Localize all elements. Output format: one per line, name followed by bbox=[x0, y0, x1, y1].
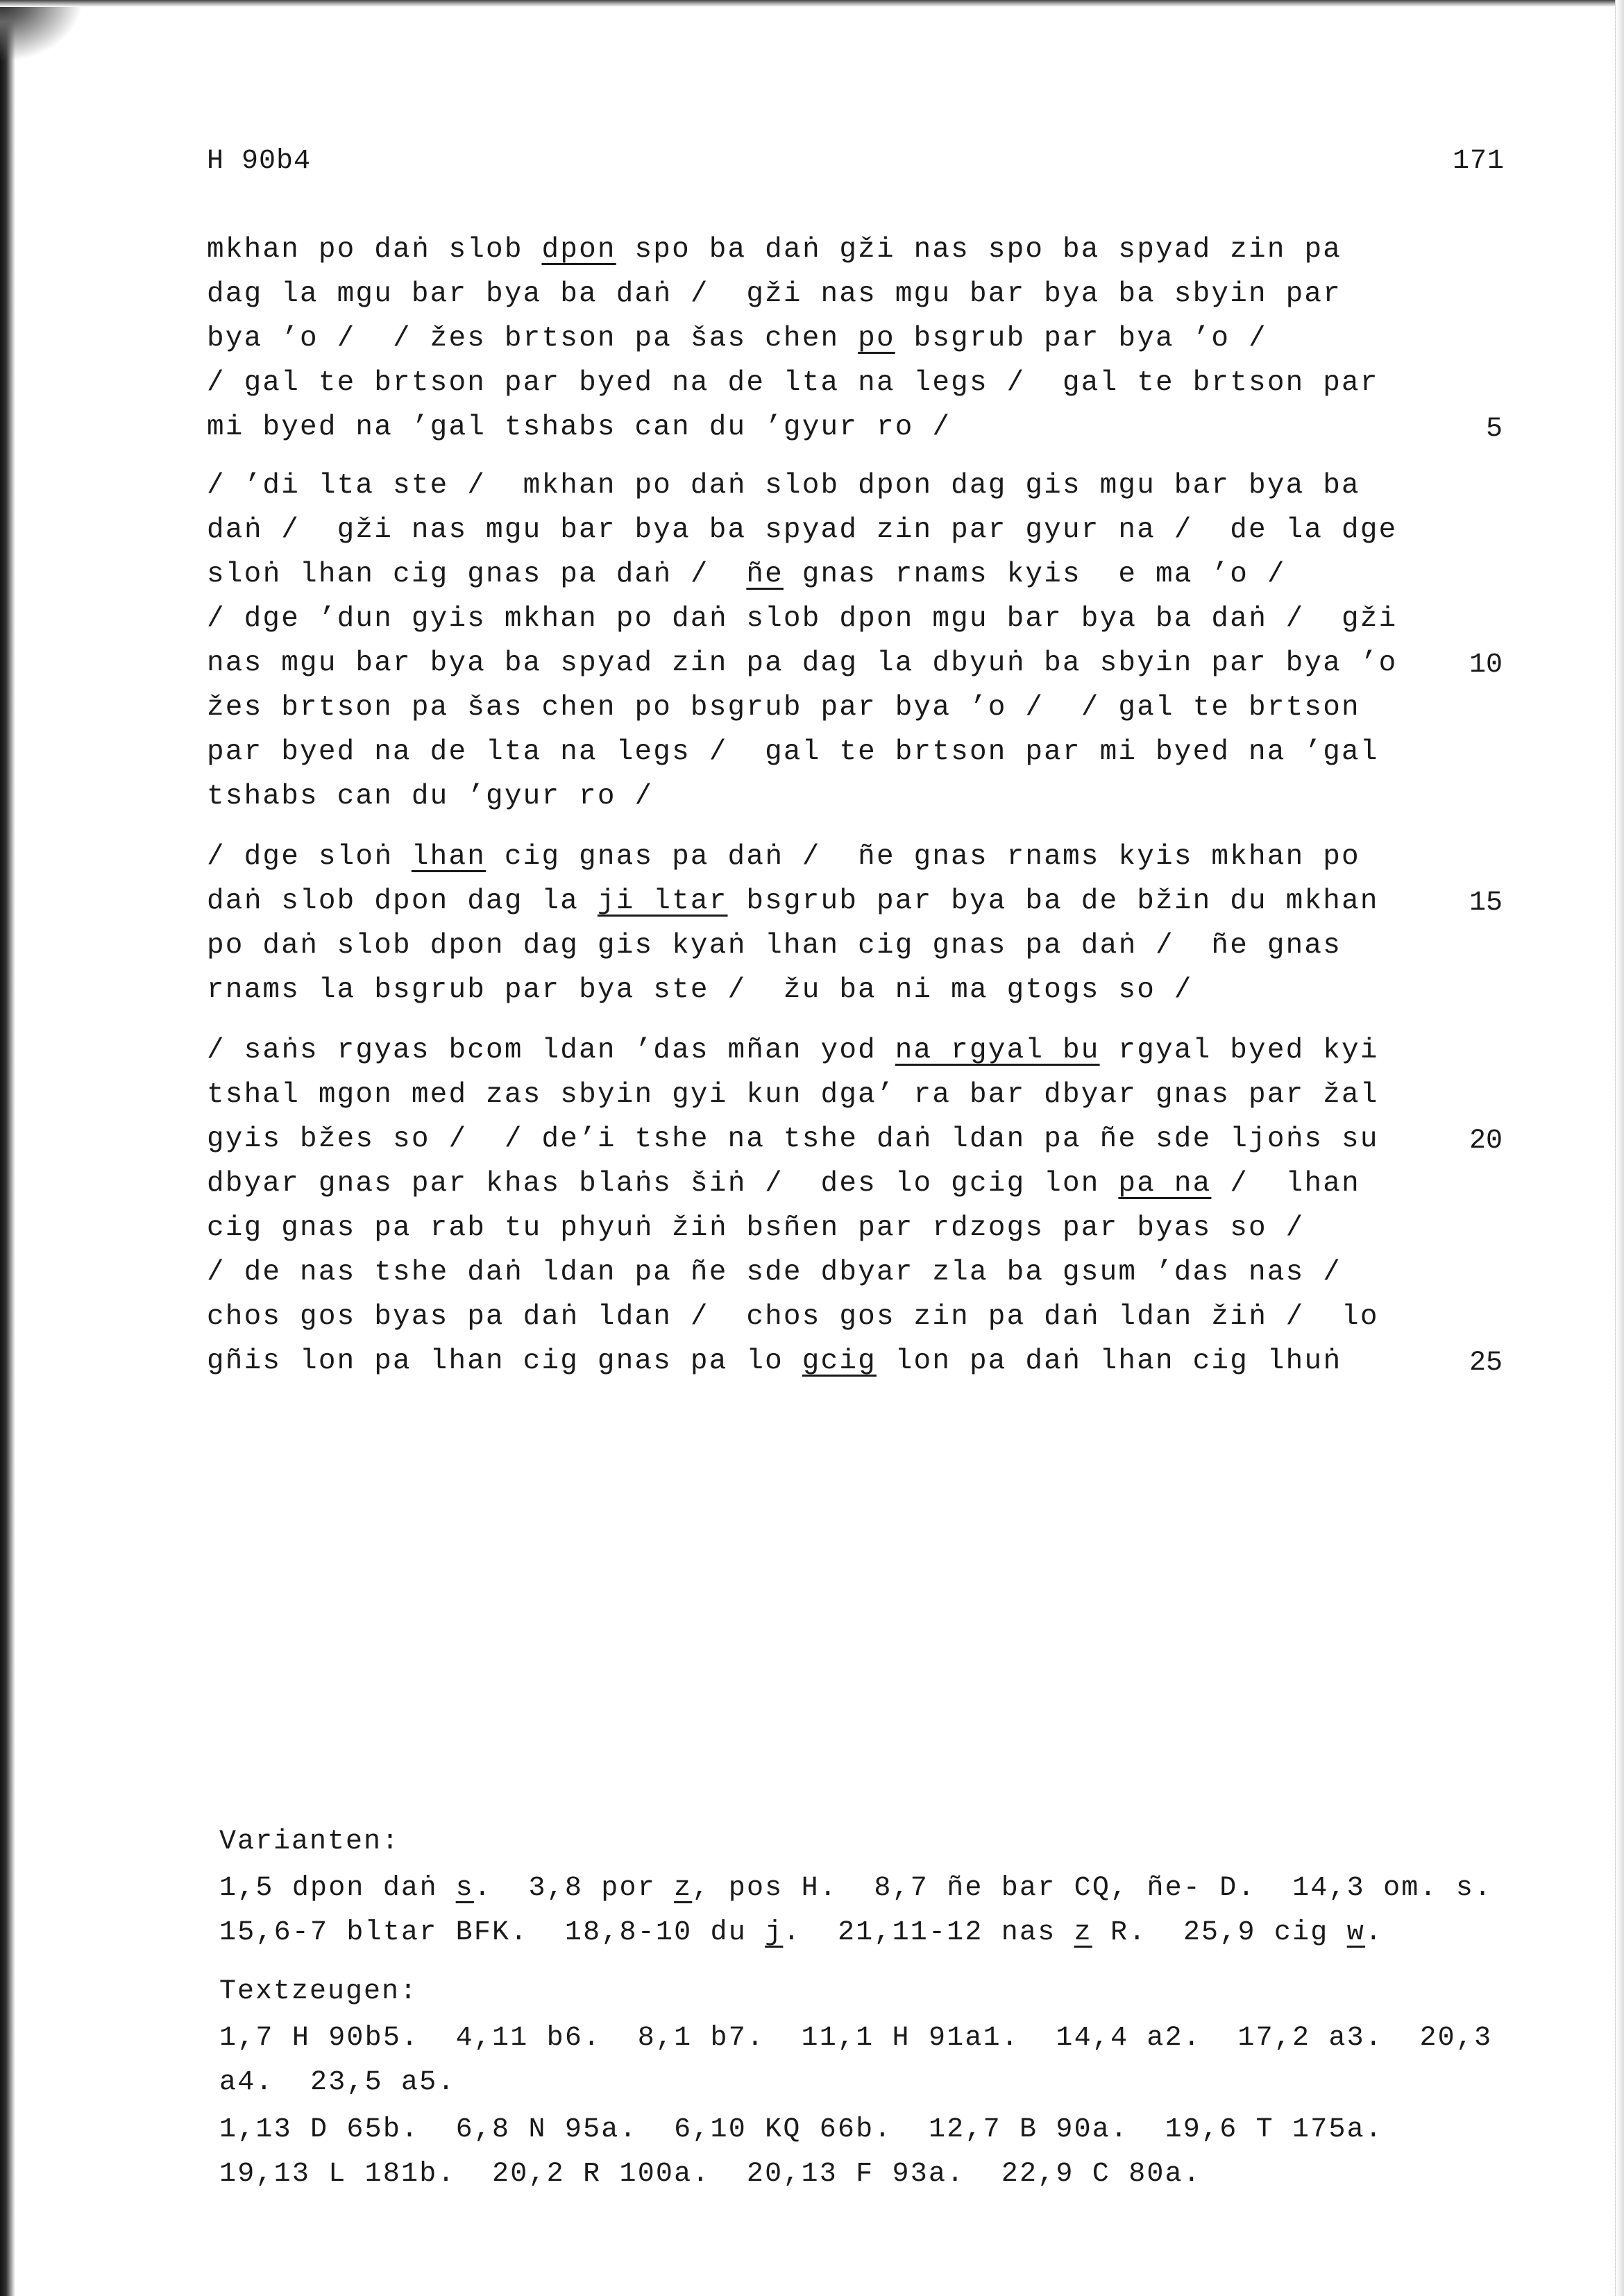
text-line bbox=[207, 1170, 1360, 1198]
page-number: 171 bbox=[1452, 146, 1505, 177]
text-segment: / dge ’dun gyis mkhan po daṅ slob dpon mgu bar bya ba daṅ / gži bbox=[207, 603, 1398, 635]
text-line bbox=[207, 516, 1397, 545]
variant-line bbox=[219, 1875, 1492, 1903]
underlined-word: gcig bbox=[802, 1345, 877, 1377]
text-line bbox=[207, 236, 1342, 264]
text-segment: bsgrub par bya ba de bžin du mkhan bbox=[727, 885, 1379, 917]
text-segment: spo ba daṅ gži nas spo ba spyad zin pa bbox=[616, 234, 1342, 266]
text-segment: chos gos byas pa daṅ ldan / chos gos zin pa daṅ ldan žiṅ / lo bbox=[207, 1301, 1379, 1333]
text-segment: žes brtson pa šas chen po bsgrub par bya ’o / / gal te brtson bbox=[207, 692, 1360, 724]
variant-text: , pos H. 8,7 ñe bar CQ, ñe- D. 14,3 om. s. bbox=[692, 1873, 1493, 1904]
underlined-word: ji ltar bbox=[597, 885, 728, 917]
line-number: 20 bbox=[1469, 1125, 1503, 1157]
text-line bbox=[207, 561, 1286, 589]
text-segment: bya ’o / / žes brtson pa šas chen bbox=[207, 323, 858, 355]
variant-line bbox=[219, 1919, 1383, 1947]
text-segment: / lhan bbox=[1211, 1168, 1360, 1200]
text-segment: par byed na de lta na legs / gal te brtson par mi byed na ’gal bbox=[207, 736, 1379, 768]
text-line bbox=[207, 1347, 1342, 1376]
siglum-underlined: s bbox=[455, 1873, 474, 1904]
text-line bbox=[207, 605, 1397, 633]
text-line bbox=[207, 1125, 1379, 1154]
text-segment: cig gnas pa daṅ / ñe gnas rnams kyis mkhan po bbox=[486, 841, 1360, 873]
line-number: 5 bbox=[1485, 414, 1503, 445]
text-segment: daṅ / gži nas mgu bar bya ba spyad zin par gyur na / de la dge bbox=[207, 514, 1398, 546]
text-segment: / gal te brtson par byed na de lta na legs / gal te brtson par bbox=[207, 367, 1379, 399]
witness-line: 19,13 L 181b. 20,2 R 100a. 20,13 F 93a. 22,9 C 80a. bbox=[219, 2159, 1202, 2190]
text-segment: lon pa daṅ lhan cig lhuṅ bbox=[876, 1345, 1342, 1377]
line-number: 10 bbox=[1469, 649, 1503, 681]
text-segment: mi byed na ’gal tshabs can du ’gyur ro / bbox=[207, 411, 951, 443]
text-segment: rgyal byed kyi bbox=[1099, 1035, 1379, 1066]
text-segment: mkhan po daṅ slob bbox=[207, 234, 542, 266]
text-segment: / ’di lta ste / mkhan po daṅ slob dpon dag gis mgu bar bya ba bbox=[207, 470, 1360, 502]
text-segment: gñis lon pa lhan cig gnas pa lo bbox=[207, 1345, 802, 1377]
text-line bbox=[207, 649, 1397, 678]
text-line bbox=[207, 887, 1379, 916]
text-segment: sloṅ lhan cig gnas pa daṅ / bbox=[207, 559, 747, 590]
text-line bbox=[207, 932, 1342, 960]
text-line bbox=[207, 843, 1360, 871]
text-line bbox=[207, 694, 1360, 722]
text-line bbox=[207, 1303, 1379, 1332]
variant-text: 15,6-7 bltar BFK. 18,8-10 du bbox=[219, 1917, 766, 1948]
siglum-underlined: z bbox=[1074, 1917, 1092, 1948]
scan-edge-left bbox=[0, 0, 15, 2296]
text-segment: gyis bžes so / / de’i tshe na tshe daṅ ldan pa ñe sde ljoṅs su bbox=[207, 1123, 1379, 1155]
text-line bbox=[207, 976, 1193, 1005]
underlined-word: po bbox=[858, 323, 895, 355]
text-segment: gnas rnams kyis e ma ’o / bbox=[783, 559, 1286, 590]
text-line bbox=[207, 1259, 1342, 1287]
underlined-word: na rgyal bu bbox=[895, 1035, 1100, 1066]
text-segment: / dge sloṅ bbox=[207, 841, 412, 873]
text-segment: tshal mgon med zas sbyin gyi kun dga’ ra bar dbyar gnas par žal bbox=[207, 1079, 1379, 1111]
siglum-underlined: j bbox=[765, 1917, 784, 1948]
text-line bbox=[207, 1214, 1304, 1243]
text-segment: / saṅs rgyas bcom ldan ’das mñan yod bbox=[207, 1035, 895, 1066]
text-segment: rnams la bsgrub par bya ste / žu ba ni ma gtogs so / bbox=[207, 974, 1193, 1006]
varianten-label: Varianten: bbox=[219, 1826, 400, 1857]
scan-edge-right bbox=[1615, 0, 1624, 2296]
text-segment: cig gnas pa rab tu phyuṅ žiṅ bsñen par rdzogs par byas so / bbox=[207, 1212, 1305, 1244]
witness-line: 1,7 H 90b5. 4,11 b6. 8,1 b7. 11,1 H 91a1. 14,4 a2. 17,2 a3. 20,3 bbox=[219, 2023, 1493, 2054]
siglum-underlined: z bbox=[674, 1873, 693, 1904]
text-line bbox=[207, 369, 1379, 398]
siglum-underlined: w bbox=[1346, 1917, 1365, 1948]
text-segment: dbyar gnas par khas blaṅs šiṅ / des lo gcig lon bbox=[207, 1168, 1119, 1200]
underlined-word: ñe bbox=[746, 559, 784, 590]
text-line bbox=[207, 472, 1360, 500]
text-line bbox=[207, 1081, 1379, 1109]
underlined-word: lhan bbox=[411, 841, 487, 873]
underlined-word: pa na bbox=[1118, 1168, 1212, 1200]
variant-text: . bbox=[1364, 1917, 1384, 1948]
variant-text: R. 25,9 cig bbox=[1092, 1917, 1347, 1948]
text-segment: dag la mgu bar bya ba daṅ / gži nas mgu bar bya ba sbyin par bbox=[207, 278, 1342, 310]
witness-line: a4. 23,5 a5. bbox=[219, 2067, 456, 2098]
variant-text: 1,5 dpon daṅ bbox=[219, 1873, 456, 1904]
scan-edge-top bbox=[0, 0, 1624, 7]
text-segment: bsgrub par bya ’o / bbox=[895, 323, 1267, 355]
text-segment: po daṅ slob dpon dag gis kyaṅ lhan cig gnas pa daṅ / ñe gnas bbox=[207, 930, 1342, 962]
text-line bbox=[207, 1037, 1379, 1065]
text-segment: tshabs can du ’gyur ro / bbox=[207, 781, 654, 813]
line-number: 25 bbox=[1469, 1347, 1503, 1379]
folio-reference: H 90b4 bbox=[207, 146, 312, 177]
text-line bbox=[207, 738, 1379, 767]
scan-corner-shadow bbox=[0, 0, 83, 62]
text-line bbox=[207, 783, 653, 811]
witness-line: 1,13 D 65b. 6,8 N 95a. 6,10 KQ 66b. 12,7 B 90a. 19,6 T 175a. bbox=[219, 2114, 1384, 2145]
text-line bbox=[207, 411, 951, 443]
text-line bbox=[207, 325, 1267, 353]
textzeugen-label: Textzeugen: bbox=[219, 1976, 418, 2007]
text-segment: nas mgu bar bya ba spyad zin pa dag la dbyuṅ ba sbyin par bya ’o bbox=[207, 647, 1398, 679]
underlined-word: dpon bbox=[541, 234, 616, 266]
text-segment: daṅ slob dpon dag la bbox=[207, 885, 598, 917]
line-number: 15 bbox=[1469, 887, 1503, 919]
variant-text: . 21,11-12 nas bbox=[783, 1917, 1074, 1948]
variant-text: . 3,8 por bbox=[473, 1873, 675, 1904]
text-segment: / de nas tshe daṅ ldan pa ñe sde dbyar zla ba gsum ’das nas / bbox=[207, 1257, 1342, 1289]
text-line bbox=[207, 280, 1342, 309]
